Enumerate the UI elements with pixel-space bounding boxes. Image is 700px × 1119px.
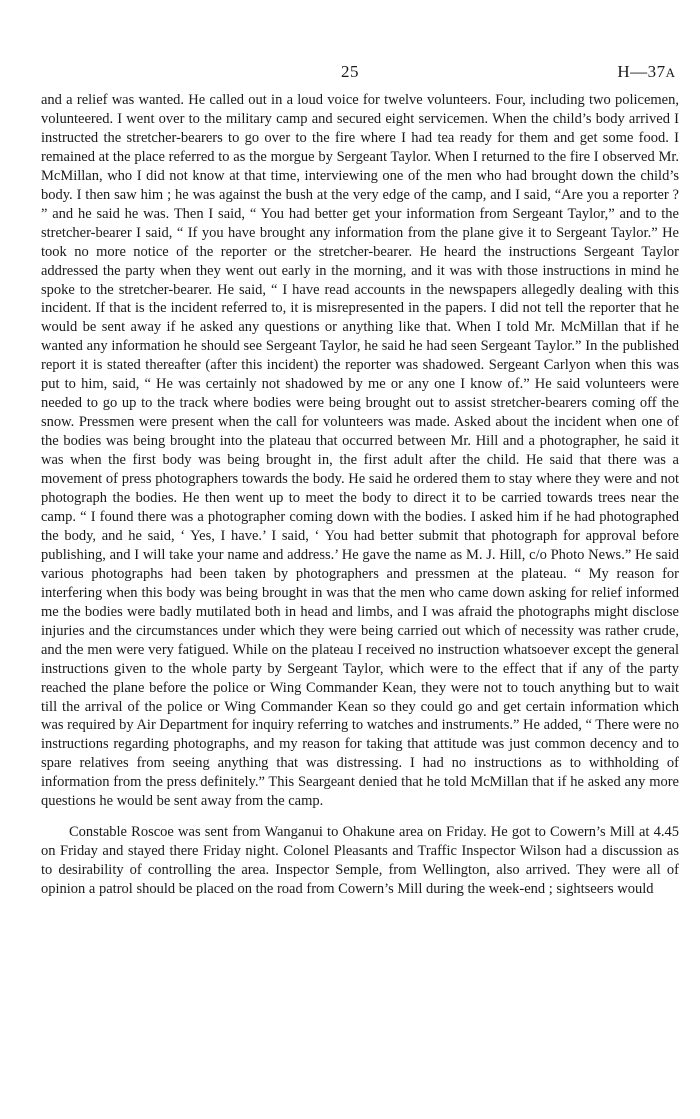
document-reference [617,62,676,82]
paragraph: and a relief was wanted. He called out in a loud voice for twelve volunteers. Four, including two policemen, volunteered. I went over to the military camp and secured eight servicemen. When the child’s body arrived I instructed the stretcher-bearers to go over to the fire where I had tea ready for them and get some food. I remained at the place referred to as the morgue by Sergeant Taylor. When I returned to the fire I observed Mr. McMillan, who I did not know at that time, interviewing one of the men who had brought down the child’s body. I then saw him ; he was against the bush at the very edge of the camp, and I said, “Are you a reporter ? ” and he said he was. Then I said, “ You had better get your information from Sergeant Taylor,” and to the stretcher-bearer I said, “ If you have brought any information from the plane give it to Sergeant Taylor.” He took no more notice of the reporter or the stretcher-bearer. He heard the instructions Sergeant Taylor addressed the party when they went out early in the morning, and it was with those instructions in mind he spoke to the stretcher-bearer. He said, “ I have read accounts in the newspapers allegedly dealing with this incident. If that is the incident referred to, it is misrepresented in the papers. I did not tell the reporter that he would be sent away if he asked any questions or anything like that. When I told Mr. McMillan that if he wanted any information he should see Sergeant Taylor, he said he had seen Sergeant Taylor.” In the published report it is stated thereafter (after this incident) the reporter was shadowed. Sergeant Carlyon when this was put to him, said, “ He was certainly not shadowed by me or any one I know of.” He said volunteers were needed to go up to the track where bodies were being brought out to assist stretcher-bearers coming off the snow. Pressmen were present when the call for volunteers was made. Asked about the incident when one of the bodies was being brought into the plateau that occurred between Mr. Hill and a photographer, he said it was when the first body was being brought in, the first adult after the child. He said that there was a movement of press photographers towards the body. He said he ordered them to stay where they were and not photograph the bodies. He then went up to meet the body to direct it to be carried towards trees near the camp. “ I found there was a photographer coming down with the bodies. I asked him if he had photographed the body, and he said, ‘ Yes, I have.’ I said, ‘ You had better submit that photograph for approval before publishing, and I will take your name and address.’ He gave the name as M. J. Hill, c/o Photo News.” He said various photographs had been taken by photographers and pressmen at the plateau. “ My reason for interfering when this body was being brought in was that the men who came down asking for relief informed me the bodies were badly mutilated both in head and limbs, and I was afraid the photographs might disclose injuries and the circumstances under which they were being carried out which of necessity was rather crude, and the men were very fatigued. While on the plateau I received no instruction whatsoever except the general instructions given to the whole party by Sergeant Taylor, which were to the effect that if any of the party reached the plane before the police or Wing Commander Kean, they were not to touch anything but to wait till the arrival of the police or Wing Commander Kean so they could go and get certain information which was required by Air Department for inquiry referring to watches and instruments.” He added, “ There were no instructions regarding photographs, and my reason for taking that attitude was just common decency and to spare relatives from seeing anything that was distressing. I had no instructions as to withholding of information from the press definitely.” This Seargeant denied that he told McMillan that if he asked any more questions he would be sent away from the camp. [41,92,679,810]
page-header [0,62,700,86]
document-reference-suffix: A [665,65,676,80]
page-number: 25 [341,62,359,81]
document-reference-main: H—37 [617,62,666,81]
body-text [41,91,679,899]
paragraph: Constable Roscoe was sent from Wanganui to Ohakune area on Friday. He got to Cowern’s Mill at 4.45 on Friday and stayed there Friday night. Colonel Pleasants and Traffic Inspector Wilson had a discussion as to desirability of controlling the area. Inspector Semple, from Wellington, also arrived. They were all of opinion a patrol should be placed on the road from Cowern’s Mill during the week-end ; sightseers would [41,824,679,898]
